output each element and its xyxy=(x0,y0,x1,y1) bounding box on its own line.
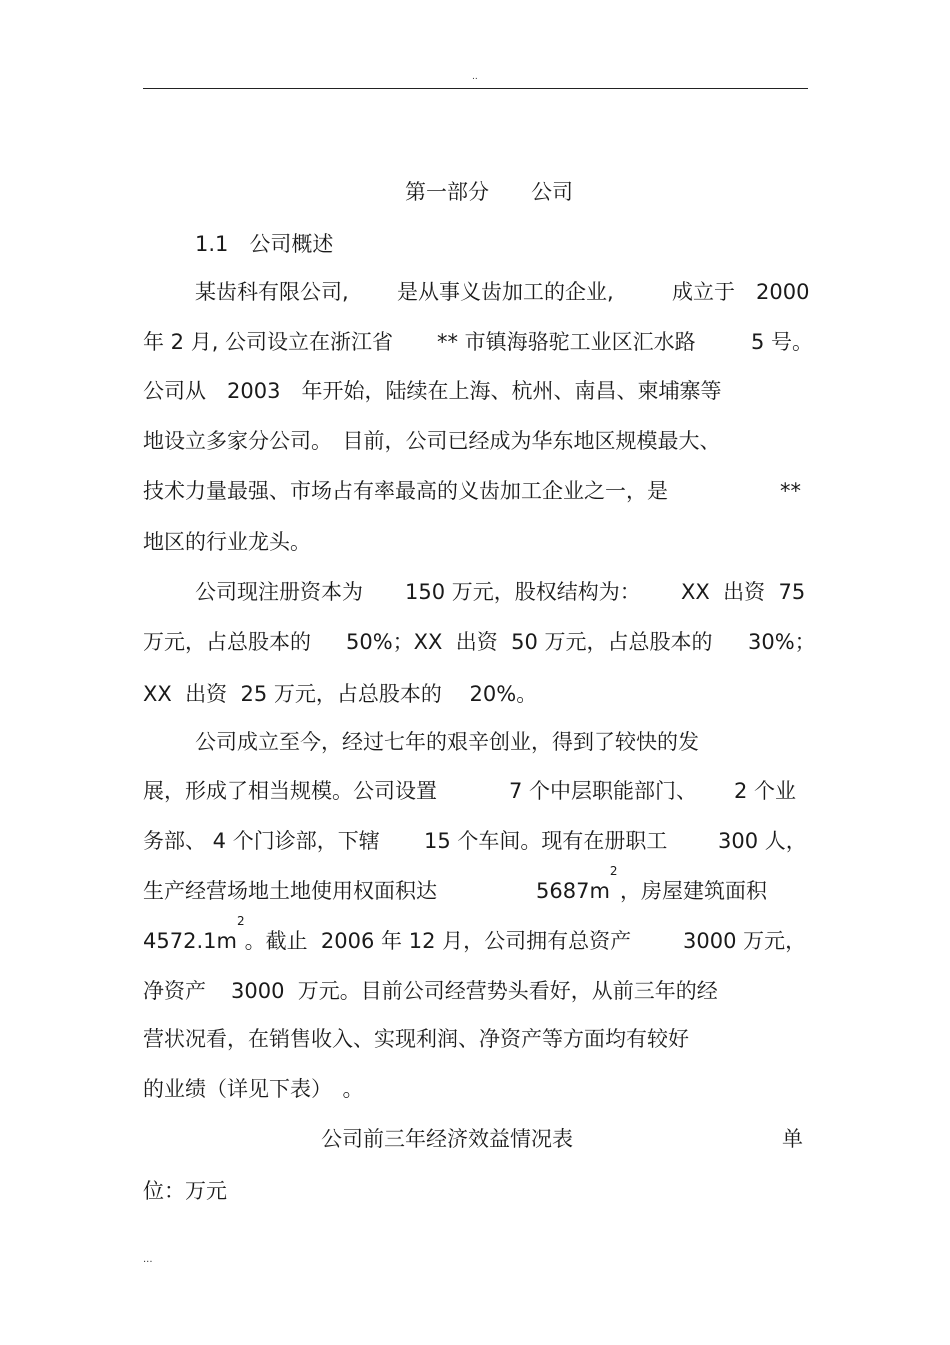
subsection-title: 1.1 公司概述 xyxy=(195,232,334,256)
para3-line7: 营状况看，在销售收入、实现利润、净资产等方面均有较好 xyxy=(143,1027,689,1051)
para3-line5-area xyxy=(143,914,632,955)
footer-mark: ... xyxy=(143,1254,153,1265)
para1-line2-part2: ** 市镇海骆驼工业区汇水路 xyxy=(437,330,696,354)
para2-line3: XX 出资 25 万元，占总股本的 20%。 xyxy=(143,682,538,706)
land-area-unit-sup: 2 xyxy=(609,864,618,878)
table-caption-unit-part1: 单 xyxy=(782,1127,803,1151)
para1-line5-part2: ** xyxy=(780,479,801,503)
para3-line4-area xyxy=(536,864,618,905)
table-caption-unit-part2: 位：万元 xyxy=(143,1179,227,1203)
para1-line3: 公司从 2003 年开始，陆续在上海、杭州、南昌、柬埔寨等 xyxy=(143,379,722,403)
para3-line2-part2: 7 个中层职能部门、 xyxy=(509,779,698,803)
para3-line6-part2: 3000 万元。目前公司经营势头看好，从前三年的经 xyxy=(231,979,718,1003)
para1-line4: 地设立多家分公司。 目前，公司已经成为华东地区规模最大、 xyxy=(143,429,721,453)
para3-line3-part1: 务部、 4 个门诊部，下辖 xyxy=(143,829,380,853)
para2-line1-part2: 150 万元，股权结构为： xyxy=(405,580,641,604)
para3-line5-part2: 。截止 2006 年 12 月，公司拥有总资产 xyxy=(244,929,632,953)
para1-line6: 地区的行业龙头。 xyxy=(143,530,311,554)
table-caption-title: 公司前三年经济效益情况表 xyxy=(321,1127,573,1151)
para1-line1-part1: 某齿科有限公司, xyxy=(195,280,349,304)
para1-line5-part1: 技术力量最强、市场占有率最高的义齿加工企业之一，是 xyxy=(143,479,668,503)
para1-line1-part4: 2000 xyxy=(756,280,810,304)
building-area-unit-sup: 2 xyxy=(236,914,245,928)
para3-line1: 公司成立至今，经过七年的艰辛创业，得到了较快的发 xyxy=(195,730,699,754)
para3-line3-part3: 300 人， xyxy=(718,829,807,853)
land-area-value: 5687m xyxy=(536,879,610,903)
section-title: 第一部分 公司 xyxy=(405,180,573,204)
para1-line2-part3: 5 号。 xyxy=(751,330,814,354)
para3-line4-part3: ，房屋建筑面积 xyxy=(620,879,767,903)
para2-line2-part3: 30%； xyxy=(748,630,816,654)
para1-line2-part1: 年 2 月, 公司设立在浙江省 xyxy=(143,330,394,354)
para1-line1-part2: 是从事义齿加工的企业, xyxy=(397,280,614,304)
para3-line6-part1: 净资产 xyxy=(143,979,206,1003)
para3-line4-part1: 生产经营场地土地使用权面积达 xyxy=(143,879,437,903)
header-mark: .. xyxy=(472,72,478,82)
para2-line2-part1: 万元，占总股本的 xyxy=(143,630,311,654)
header-rule xyxy=(143,88,808,89)
para2-line2-part2: 50%；XX 出资 50 万元，占总股本的 xyxy=(346,630,713,654)
para3-line2-part3: 2 个业 xyxy=(734,779,797,803)
para3-line2-part1: 展，形成了相当规模。公司设置 xyxy=(143,779,437,803)
para1-line1-part3: 成立于 xyxy=(672,280,735,304)
building-area-value: 4572.1m xyxy=(143,929,237,953)
para3-line8: 的业绩（详见下表） 。 xyxy=(143,1077,364,1101)
para3-line5-part3: 3000 万元， xyxy=(683,929,807,953)
para2-line1-part3: XX 出资 75 xyxy=(681,580,806,604)
para2-line1-part1: 公司现注册资本为 xyxy=(195,580,363,604)
para3-line3-part2: 15 个车间。现有在册职工 xyxy=(424,829,668,853)
